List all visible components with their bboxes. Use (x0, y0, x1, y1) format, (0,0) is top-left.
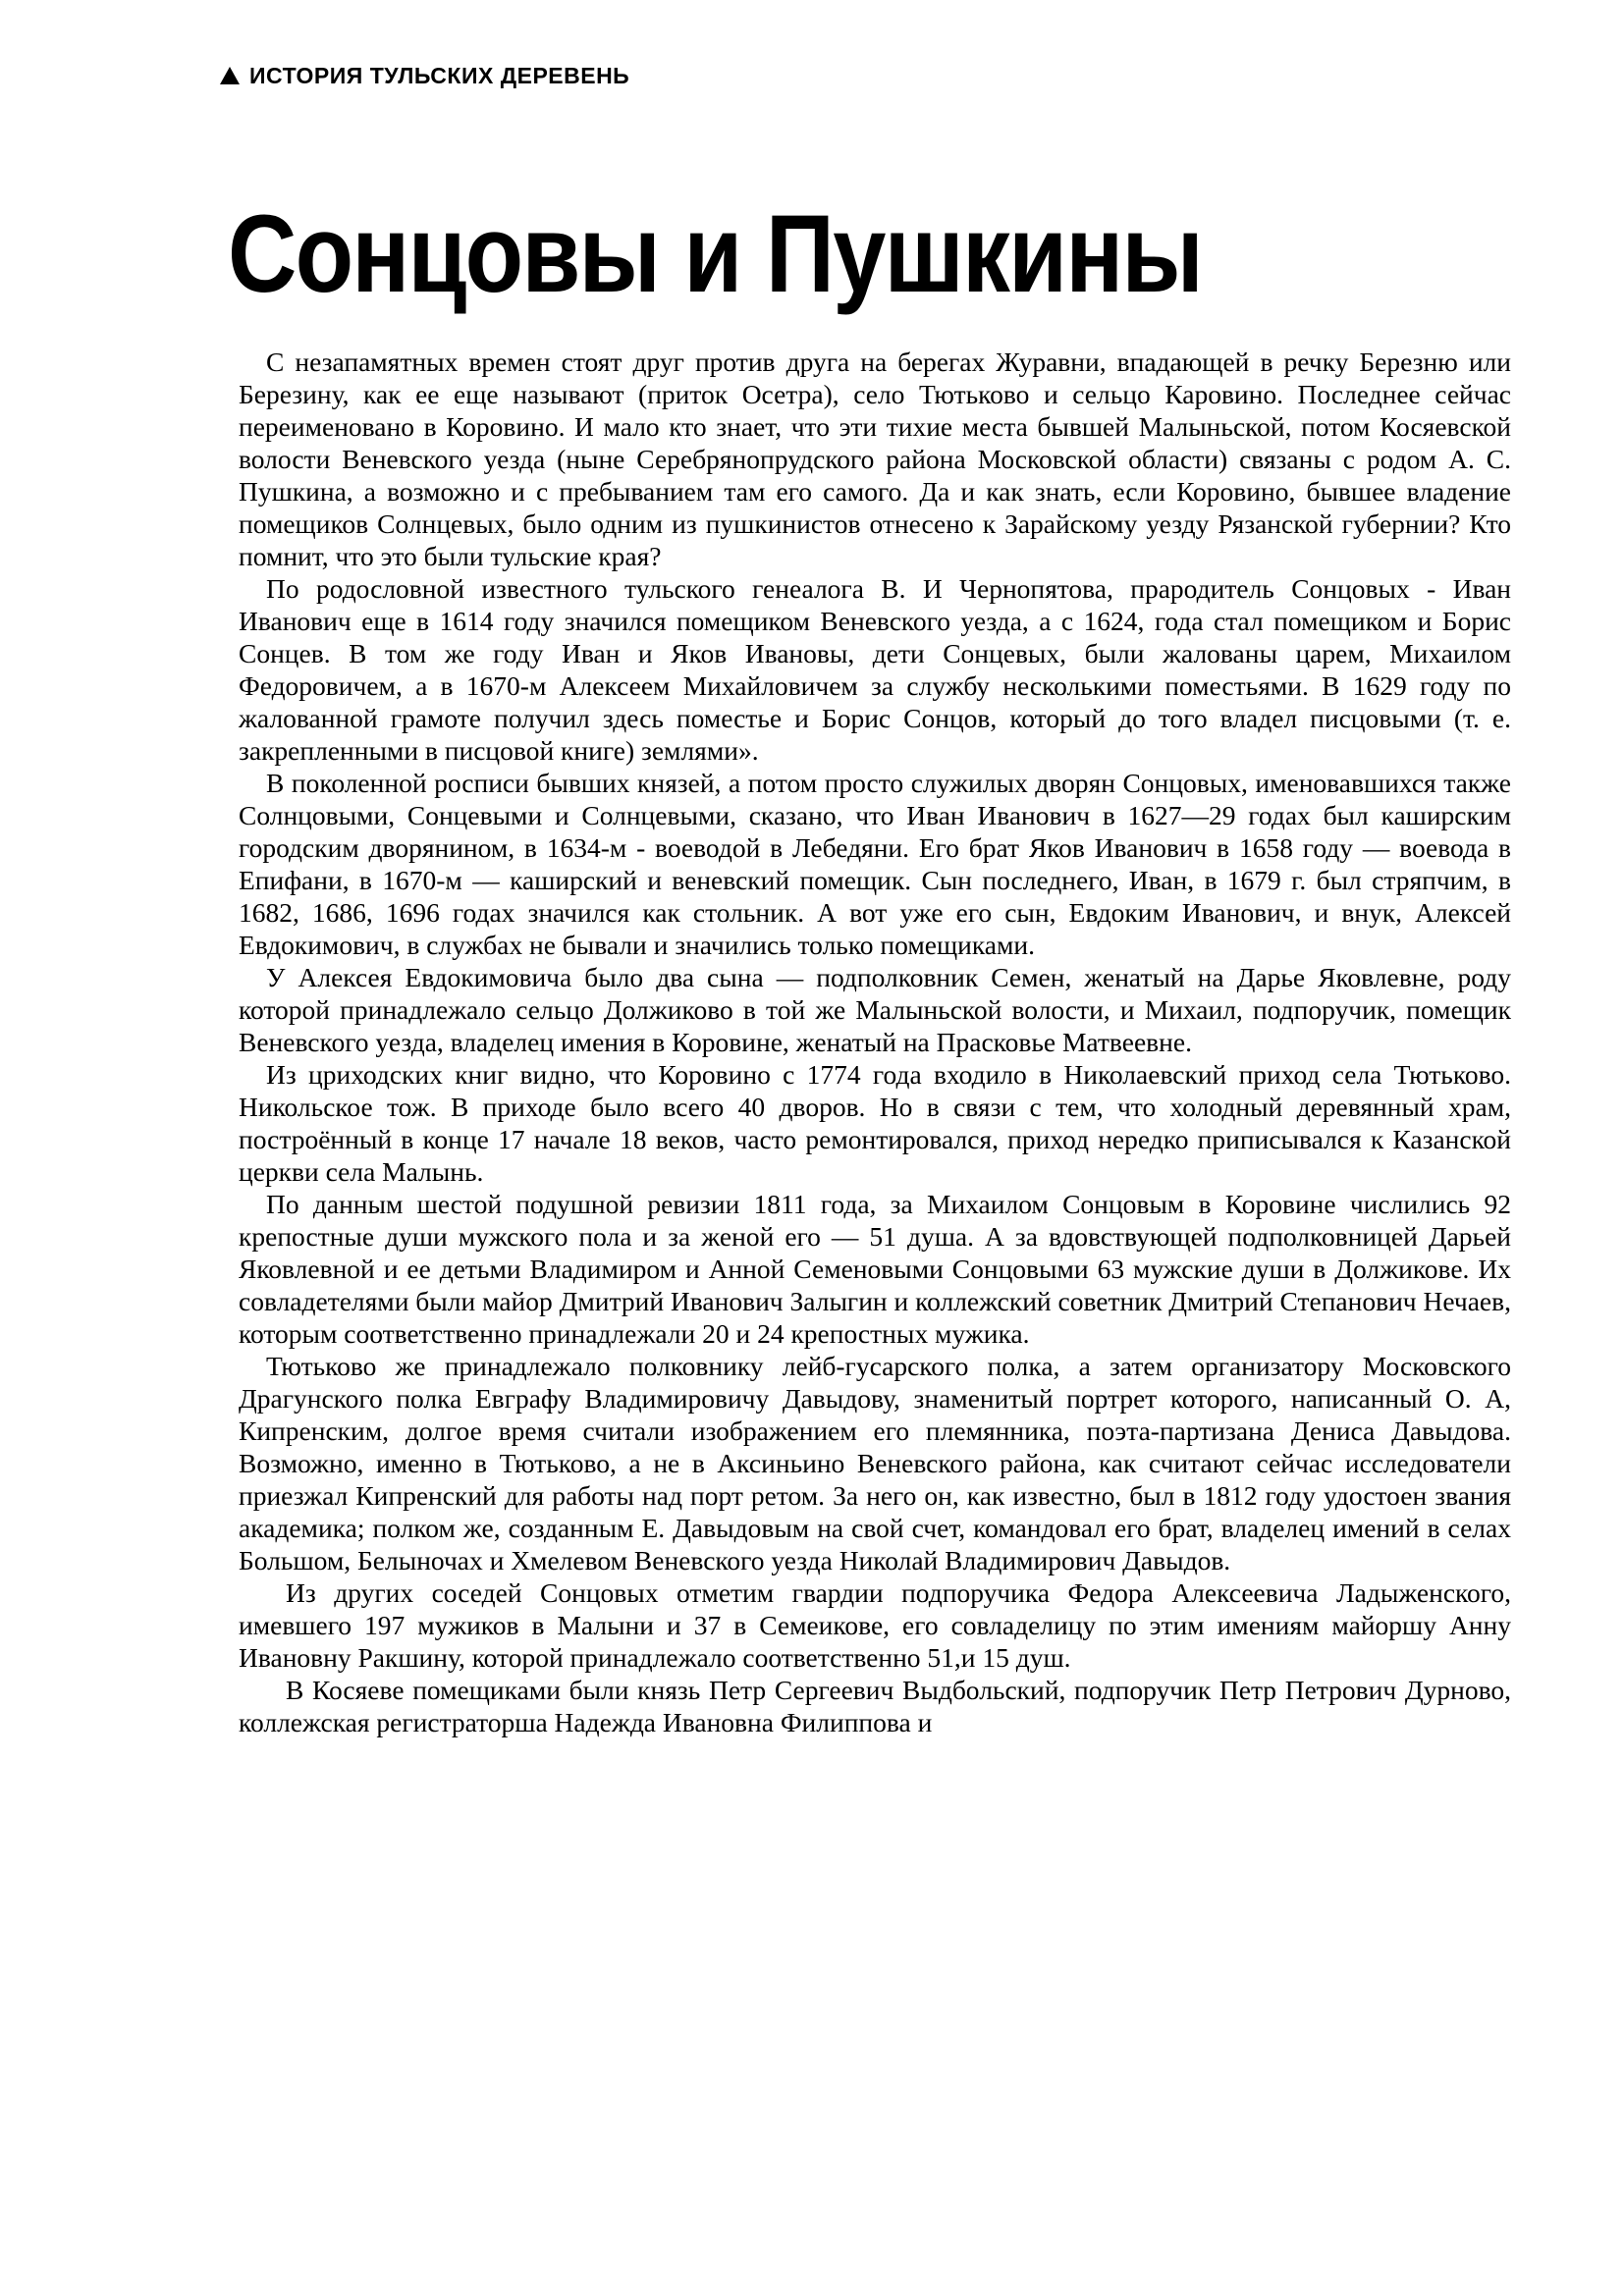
paragraph: Из других соседей Сонцовых отметим гвардии подпоручика Федора Алексеевича Ладыженского, имевшего 197 мужиков в Малыни и 37 в Семеикове, его совладелицу по этим имениям майоршу Анну Ивановну Ракшину, которой принадлежало соответственно 51,и 15 душ. (239, 1577, 1511, 1673)
article-title: Сонцовы и Пушкины (228, 192, 1202, 316)
triangle-marker-icon (220, 67, 240, 84)
article-body (239, 346, 1511, 1738)
paragraph: Из цриходских книг видно, что Коровино с 1774 года входило в Николаевский приход села Тютьково. Никольское тож. В приходе было всего 40 дворов. Но в связи с тем, что холодный деревянный храм, построённый в конце 17 начале 18 веков, часто ремонтировался, приход нередко приписывался к Казанской церкви села Малынь. (239, 1059, 1511, 1187)
paragraph: С незапамятных времен стоят друг против друга на берегах Журавни, впадающей в речку Березню или Березину, как ее еще называют (приток Осетра), село Тютьково и сельцо Каровино. Последнее сейчас переименовано в Коровино. И мало кто знает, что эти тихие места бывшей Малыньской, потом Косяевской волости Веневского уезда (ныне Серебрянопрудского района Московской области) связаны с родом А. С. Пушкина, а возможно и с пребыванием там его самого. Да и как знать, если Коровино, бывшее владение помещиков Солнцевых, было одним из пушкинистов отнесено к Зарайскому уезду Рязанской губернии? Кто помнит, что это были тульские края? (239, 347, 1511, 571)
paragraph: В Косяеве помещиками были князь Петр Сергеевич Выдбольский, подпоручик Петр Петрович Дурново, коллежская регистраторша Надежда Ивановна Филиппова и (239, 1675, 1511, 1737)
section-label: ИСТОРИЯ ТУЛЬСКИХ ДЕРЕВЕНЬ (249, 63, 630, 88)
paragraph: Тютьково же принадлежало полковнику лейб-гусарского полка, а затем организатору Московского Драгунского полка Евграфу Владимировичу Давыдову, знаменитый портрет которого, написанный О. А, Кипренским, долгое время считали изображением его племянника, поэта-партизана Дениса Давыдова. Возможно, именно в Тютьково, а не в Аксиньино Веневского района, как считают сейчас исследователи приезжал Кипренский для работы над порт ретом. За него он, как известно, был в 1812 году удостоен звания академика; полком же, созданным Е. Давыдовым на свой счет, командовал его брат, владелец имений в селах Большом, Белыночах и Хмелевом Веневского уезда Николай Владимирович Давыдов. (239, 1351, 1511, 1575)
section-header (220, 63, 629, 89)
paragraph: По родословной известного тульского генеалога В. И Чернопятова, прародитель Сонцовых - Иван Иванович еще в 1614 году значился помещиком Веневского уезда, а с 1624, года стал помещиком и Борис Сонцев. В том же году Иван и Яков Ивановы, дети Сонцевых, были жалованы царем, Михаилом Федоровичем, а в 1670-м Алексеем Михайловичем за службу несколькими поместьями. В 1629 году по жалованной грамоте получил здесь поместье и Борис Сонцов, который до того владел писцовыми (т. е. закрепленными в писцовой книге) землями». (239, 573, 1511, 766)
paragraph: По данным шестой подушной ревизии 1811 года, за Михаилом Сонцовым в Коровине числились 92 крепостные души мужского пола и за женой его — 51 душа. А за вдовствующей подполковницей Дарьей Яковлевной и ее детьми Владимиром и Анной Семеновыми Сонцовыми 63 мужские души в Должикове. Их совладетелями были майор Дмитрий Иванович Залыгин и коллежский советник Дмитрий Степанович Нечаев, которым соответственно принадлежали 20 и 24 крепостных мужика. (239, 1189, 1511, 1349)
paragraph: В поколенной росписи бывших князей, а потом просто служилых дворян Сонцовых, именовавшихся также Солнцовыми, Сонцевыми и Солнцевыми, сказано, что Иван Иванович в 1627—29 годах был каширским городским дворянином, в 1634-м - воеводой в Лебедяни. Его брат Яков Иванович в 1658 году — воевода в Епифани, в 1670-м — каширский и веневский помещик. Сын последнего, Иван, в 1679 г. был стряпчим, в 1682, 1686, 1696 годах значился как стольник. А вот уже его сын, Евдоким Иванович, и внук, Алексей Евдокимович, в службах не бывали и значились только помещиками. (239, 768, 1511, 960)
paragraph: У Алексея Евдокимовича было два сына — подполковник Семен, женатый на Дарье Яковлевне, роду которой принадлежало сельцо Должиково в той же Малыньской волости, и Михаил, подпоручик, помещик Веневского уезда, владелец имения в Коровине, женатый на Прасковье Матвеевне. (239, 962, 1511, 1057)
